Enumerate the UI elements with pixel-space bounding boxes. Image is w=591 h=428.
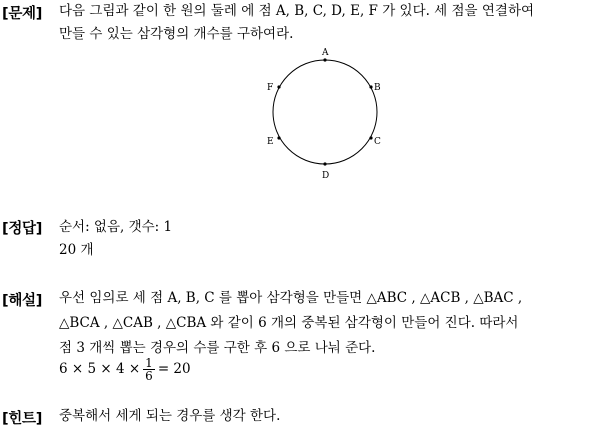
point-b bbox=[369, 85, 372, 88]
solution-text-line-1: 우선 임의로 세 점 A, B, C 를 뽑아 삼각형을 만들면 △ABC , △ACB , △BAC , bbox=[59, 290, 523, 306]
solution-formula bbox=[59, 357, 191, 382]
point-d-label: D bbox=[322, 171, 330, 181]
point-d bbox=[323, 162, 326, 165]
formula-right: = 20 bbox=[157, 361, 191, 377]
solution-text-line-2: △BCA , △CAB , △CBA 와 같이 6 개의 중복된 삼각형이 만들어 진다. 따라서 bbox=[59, 315, 519, 331]
answer-text-line-1: 순서: 없음, 갯수: 1 bbox=[59, 219, 173, 235]
point-f bbox=[277, 85, 280, 88]
solution-text-line-3: 점 3 개씩 뽑는 경우의 수를 구한 후 6 으로 나눠 준다. bbox=[59, 340, 376, 356]
point-a bbox=[323, 58, 326, 61]
point-b-label: B bbox=[374, 83, 381, 93]
hint-text-line-1: 중복해서 세게 되는 경우를 생각 한다. bbox=[59, 408, 281, 424]
circle-outline bbox=[273, 60, 377, 164]
problem-label: [문제] bbox=[2, 6, 43, 22]
point-e-label: E bbox=[267, 137, 274, 147]
problem-text-line-1: 다음 그림과 같이 한 원의 둘레 에 점 A, B, C, D, E, F 가 있다. 세 점을 연결하여 bbox=[59, 3, 535, 19]
point-a-label: A bbox=[322, 48, 329, 58]
fraction-denominator: 6 bbox=[145, 369, 153, 383]
formula-fraction bbox=[143, 357, 155, 382]
answer-label: [정답] bbox=[2, 221, 43, 237]
point-c bbox=[369, 136, 372, 139]
formula-left: 6 × 5 × 4 × bbox=[59, 361, 141, 377]
point-e bbox=[277, 136, 280, 139]
hint-label: [힌트] bbox=[2, 411, 43, 427]
problem-text-line-2: 만들 수 있는 삼각형의 개수를 구하여라. bbox=[59, 26, 294, 42]
point-f-label: F bbox=[267, 83, 274, 93]
point-c-label: C bbox=[374, 137, 381, 147]
answer-text-line-2: 20 개 bbox=[59, 242, 94, 258]
circle-figure bbox=[262, 42, 392, 182]
solution-label: [해설] bbox=[2, 293, 43, 309]
fraction-numerator: 1 bbox=[145, 356, 153, 370]
